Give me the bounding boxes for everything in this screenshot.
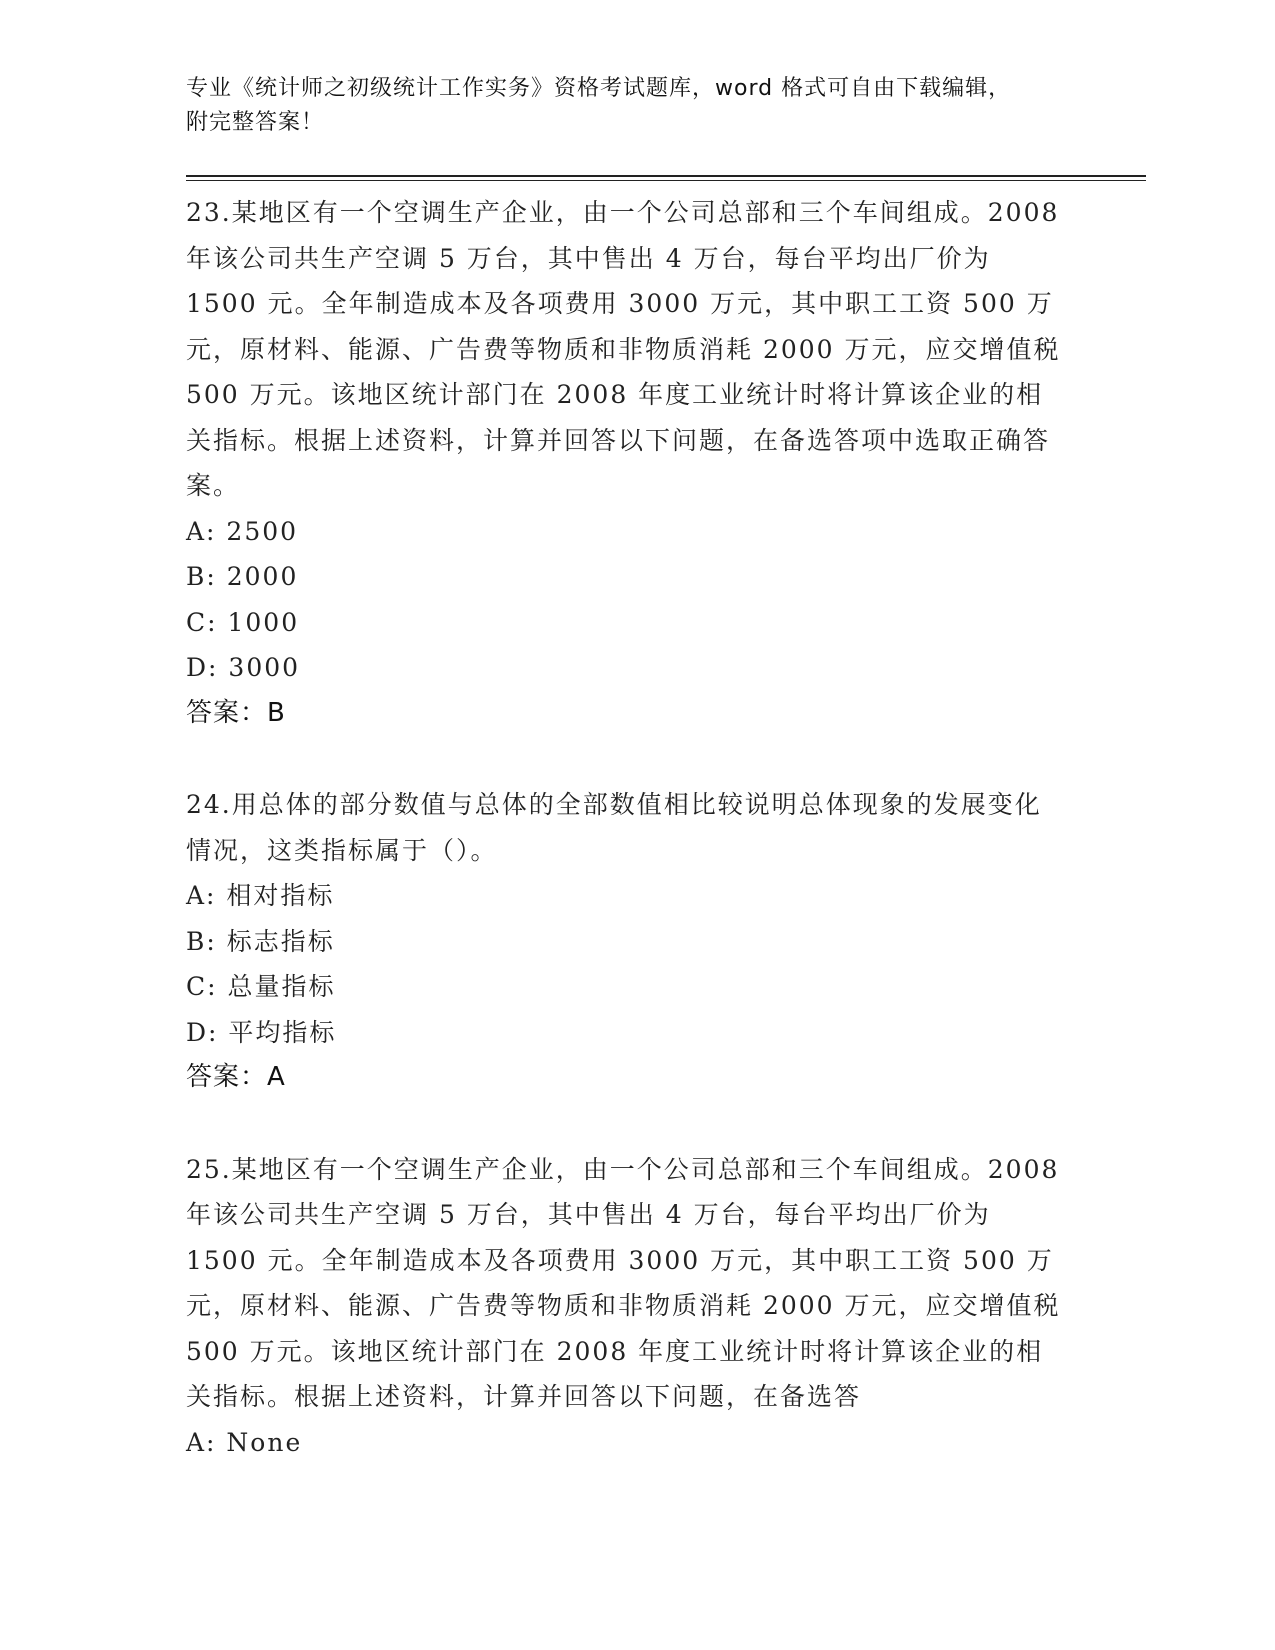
- option-d: D: 平均指标: [186, 1017, 337, 1047]
- option-a: A: 2500: [186, 516, 299, 546]
- question-text: 23.某地区有一个空调生产企业，由一个公司总部和三个车间组成。2008 年该公司共生产空调 5 万台，其中售出 4 万台，每台平均出厂价为 1500 元。全年制造成本及各项费用 3000 万元，其中职工工资 500 万元，原材料、能源、广告费等物质和非物质消耗 2000 万元，应交增值税 500 万元。该地区统计部门在 2008 年度工业统计时将计算该企业的相关指标。根据上述资料，计算并回答以下问题，在备选答项中选取正确答案。: [186, 198, 1061, 500]
- option-b: B: 标志指标: [186, 926, 335, 956]
- question-list: [186, 190, 1066, 1465]
- header-divider-thick: [186, 175, 1146, 177]
- document-header: [186, 72, 1086, 140]
- question-text: 24.用总体的部分数值与总体的全部数值相比较说明总体现象的发展变化情况，这类指标属于（）。: [186, 790, 1042, 865]
- question-24: [186, 782, 1066, 1101]
- question-spacer: [186, 1101, 1066, 1147]
- option-b: B: 2000: [186, 562, 299, 591]
- answer-line: 答案：A: [186, 1062, 286, 1092]
- option-c: C: 1000: [186, 607, 300, 637]
- option-c: C: 总量指标: [186, 972, 336, 1001]
- option-d: D: 3000: [186, 653, 301, 682]
- header-line-1: 专业《统计师之初级统计工作实务》资格考试题库，word 格式可自由下载编辑，: [186, 76, 1012, 101]
- question-spacer: [186, 736, 1066, 782]
- question-25: [186, 1147, 1066, 1466]
- question-23: [186, 190, 1066, 736]
- option-a: A: None: [186, 1427, 303, 1457]
- question-text: 25.某地区有一个空调生产企业，由一个公司总部和三个车间组成。2008 年该公司共生产空调 5 万台，其中售出 4 万台，每台平均出厂价为 1500 元。全年制造成本及各项费用 3000 万元，其中职工工资 500 万元，原材料、能源、广告费等物质和非物质消耗 2000 万元，应交增值税 500 万元。该地区统计部门在 2008 年度工业统计时将计算该企业的相关指标。根据上述资料，计算并回答以下问题，在备选答: [186, 1154, 1061, 1411]
- answer-line: 答案：B: [186, 697, 286, 728]
- option-a: A: 相对指标: [186, 881, 335, 910]
- header-divider-thin: [186, 180, 1146, 181]
- header-line-2: 附完整答案！: [186, 110, 325, 135]
